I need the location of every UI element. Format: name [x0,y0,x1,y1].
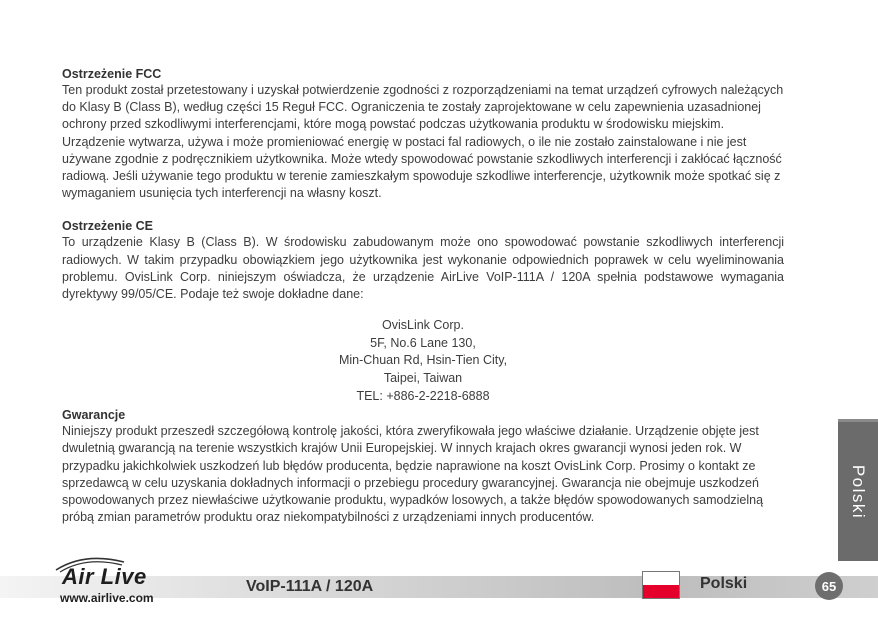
fcc-heading: Ostrzeżenie FCC [62,67,162,81]
language-side-tab [838,419,878,561]
airlive-logo [54,554,184,606]
warranty-section [62,407,784,526]
company-address [62,317,784,405]
ce-section [62,218,784,303]
model-name: VoIP-111A / 120A [246,578,374,595]
flag-white-stripe [643,572,679,585]
warranty-paragraph: Niniejszy produkt przeszedł szczegółową kontrolę jakości, która zweryfikowała jego właściwe działanie. Urządzenie objęte jest dwuletnią gwarancją na terenie wszystkich krajów Unii Europejskiej. W innych krajach okres gwarancji wynosi jeden rok. W przypadku jakichkolwiek uszkodzeń lub błędów producenta, będzie naprawione na koszt OvisLink Corp. Prosimy o kontakt ze sprzedawcą w celu uzyskania dokładnych informacji o przebiegu procedury gwarancyjnej. Gwarancja nie obejmuje uszkodzeń spowodowanych przez niewłaściwe użytkowanie produktu, wypadków losowych, a także błędów spowodowanych samodzielną próbą zmian parametrów produktu oraz niekompatybilności z urządzeniami innych producentów. [62,424,764,525]
address-line: OvisLink Corp. [382,318,464,333]
logo-url: www.airlive.com [60,591,154,605]
polish-flag-icon [642,571,680,599]
warranty-heading: Gwarancje [62,408,126,423]
fcc-paragraph: Ten produkt został przetestowany i uzyskał potwierdzenie zgodności z rozporządzeniami na temat urządzeń cyfrowych należących do Klasy B (Class B), według części 15 Reguł FCC. Ograniczenia te zostały zaprojektowane w celu zapewnienia uzasadnionej ochrony przed szkodliwymi interferencjami, które mogą powstać podczas użytkowania produktu w środowisku miejskim. Urządzenie wytwarza, używa i może promieniować energię w postaci fal radiowych, o ile nie zostało zainstalowane i nie jest używane zgodnie z podręcznikiem użytkownika. Może wtedy spowodować powstanie szkodliwych interferencji i zakłócać łączność radiową. Jeśli używanie tego produktu w terenie zamieszkałym spowoduje szkodliwe interferencje, użytkownik może spotkać się z wymaganiem usunięcia tych interferencji na własny koszt. [62,83,784,201]
address-line: 5F, No.6 Lane 130, [370,335,476,350]
address-phone: TEL: +886-2-2218-6888 [356,388,490,403]
ce-heading: Ostrzeżenie CE [62,219,154,234]
footer-language: Polski [700,575,748,592]
address-line: Taipei, Taiwan [383,371,463,386]
page-number-badge: 65 [815,572,843,600]
fcc-section [62,66,784,202]
side-tab-label: Polski [849,464,868,519]
ce-paragraph: To urządzenie Klasy B (Class B). W środowisku zabudowanym może ono spowodować powstanie szkodliwych interferencji radiowych. W takim przypadku obowiązkiem jego użytkownika jest wykonanie odpowiednich poprawek w celu wyeliminowania problemu. OvisLink Corp. niniejszym oświadcza, że urządzenie AirLive VoIP-111A / 120A spełnia podstawowe wymagania dyrektywy 99/05/CE. Podaje też swoje dokładne dane: [62,235,784,302]
logo-text: Air Live [62,564,147,589]
page-content [62,66,784,542]
address-line: Min-Chuan Rd, Hsin-Tien City, [338,353,508,368]
flag-red-stripe [643,585,679,598]
